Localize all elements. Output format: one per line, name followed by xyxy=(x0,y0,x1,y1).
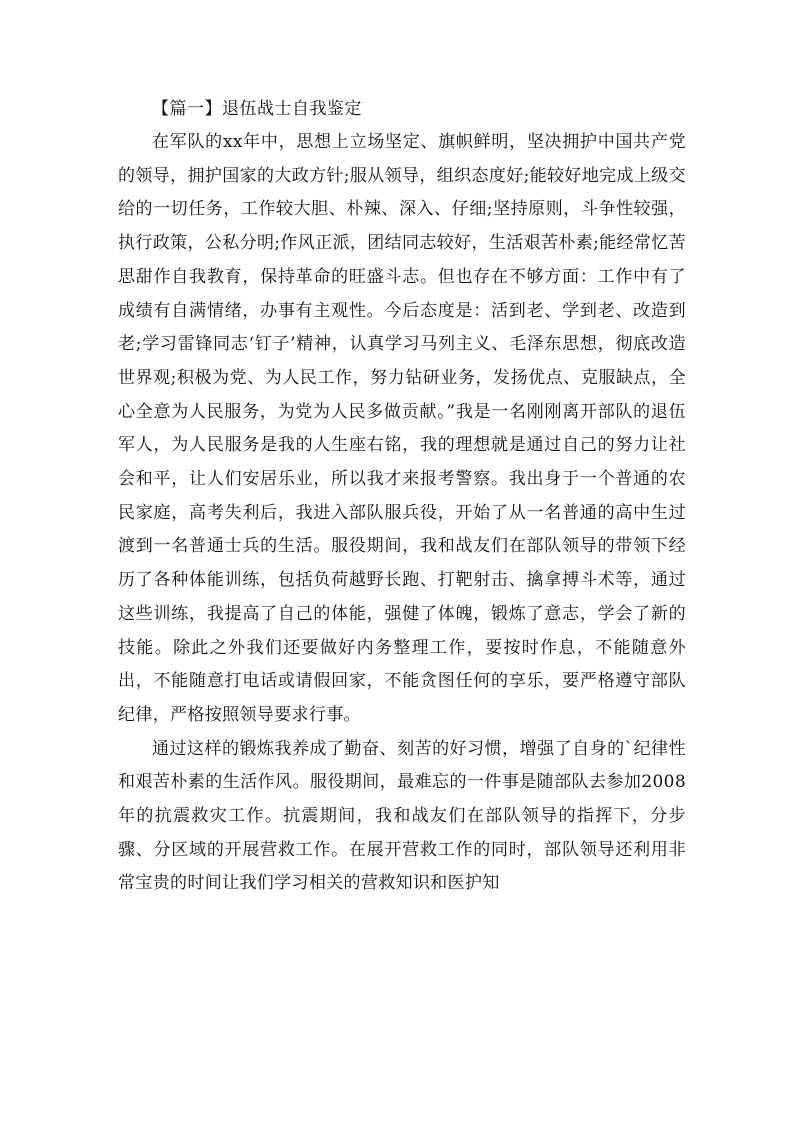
document-body xyxy=(118,92,686,901)
paragraph-2: 通过这样的锻炼我养成了勤奋、刻苦的好习惯，增强了自身的`纪律性和艰苦朴素的生活作风。服役期间，最难忘的一件事是随部队去参加2008年的抗震救灾工作。抗震期间，我和战友们在部队领导的指挥下，分步骤、分区域的开展营救工作。在展开营救工作的同时，部队领导还利用非常宝贵的时间让我们学习相关的营救知识和医护知 xyxy=(118,738,686,894)
paragraph-1: 在军队的xx年中，思想上立场坚定、旗帜鲜明，坚决拥护中国共产党的领导，拥护国家的大政方针;服从领导，组织态度好;能较好地完成上级交给的一切任务，工作较大胆、朴辣、深入、仔细;坚持原则，斗争性较强，执行政策，公私分明;作风正派，团结同志较好，生活艰苦朴素;能经常忆苦思甜作自我教育，保持革命的旺盛斗志。但也存在不够方面：工作中有了成绩有自满情绪，办事有主观性。今后态度是：活到老、学到老、改造到老;学习雷锋同志‘钉子’精神，认真学习马列主义、毛泽东思想，彻底改造世界观;积极为党、为人民工作，努力钻研业务，发扬优点、克服缺点，全心全意为人民服务，为党为人民多做贡献。”我是一名刚刚离开部队的退伍军人，为人民服务是我的人生座右铭，我的理想就是通过自己的努力让社会和平，让人们安居乐业，所以我才来报考警察。我出身于一个普通的农民家庭，高考失利后，我进入部队服兵役，开始了从一名普通的高中生过渡到一名普通士兵的生活。服役期间，我和战友们在部队领导的带领下经历了各种体能训练，包括负荷越野长跑、打靶射击、擒拿搏斗术等，通过这些训练，我提高了自己的体能，强健了体魄，锻炼了意志，学会了新的技能。除此之外我们还要做好内务整理工作，要按时作息，不能随意外出，不能随意打电话或请假回家，不能贪图任何的享乐，要严格遵守部队纪律，严格按照领导要求行事。 xyxy=(118,132,686,725)
document-heading: 【篇一】退伍战士自我鉴定 xyxy=(152,99,362,119)
